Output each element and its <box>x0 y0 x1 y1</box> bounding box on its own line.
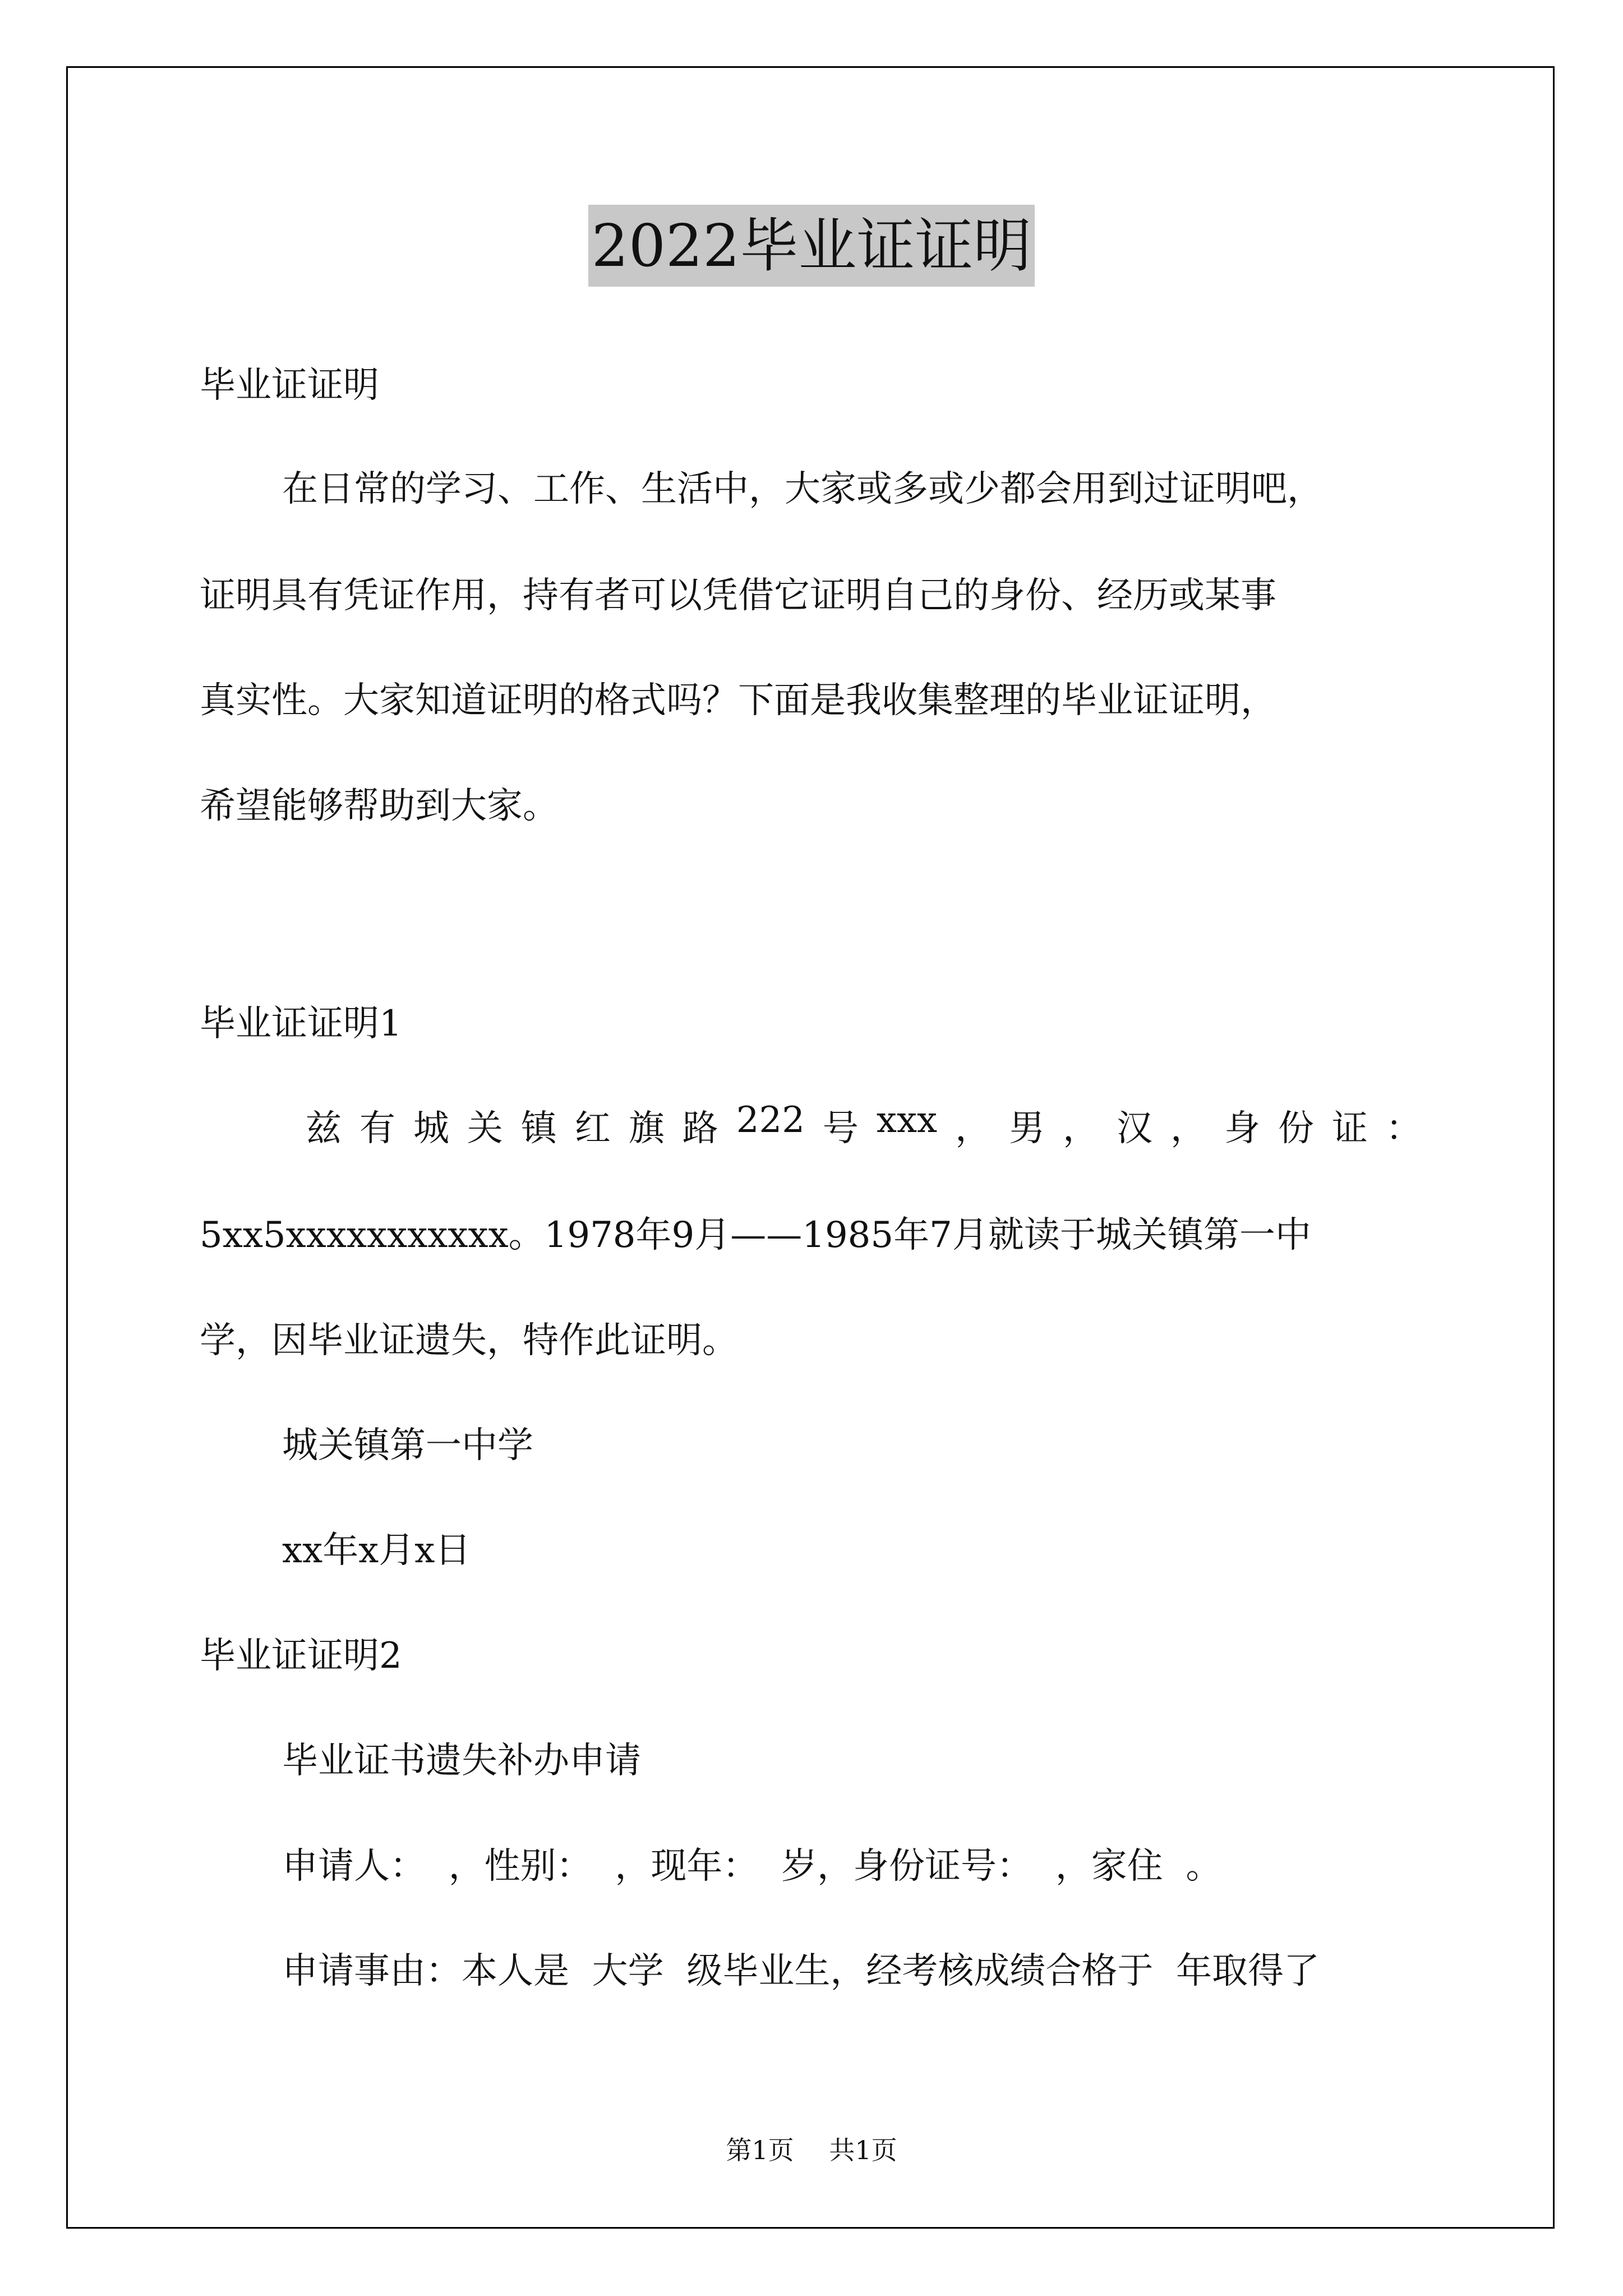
page-total: 共1页 <box>829 2135 897 2165</box>
section1-signer: 城关镇第一中学 <box>282 1425 533 1466</box>
section1-line-1-token: 镇 <box>520 1108 557 1149</box>
section1-line-1-token: 路 <box>682 1108 718 1149</box>
section1-line-1-token: ， <box>955 1108 992 1149</box>
title-container <box>0 205 1623 287</box>
section1-line-1-token: 兹 <box>306 1108 342 1149</box>
intro-line-1: 在日常的学习、工作、生活中，大家或多或少都会用到过证明吧， <box>282 468 1323 510</box>
section2-reason-line: 申请事由：本人是 大学 级毕业生，经考核成绩合格于 年取得了 <box>282 1950 1320 1992</box>
intro-line-4: 希望能够帮助到大家。 <box>200 785 559 827</box>
section2-heading: 毕业证证明2 <box>200 1635 402 1677</box>
page-footer <box>0 2130 1623 2167</box>
section1-line-1-token: 汉 <box>1117 1108 1152 1149</box>
document-title: 2022毕业证证明 <box>588 205 1035 287</box>
section1-line-2: 5xx5xxxxxxxxxxx。1978年9月——1985年7月就读于城关镇第一中 <box>200 1214 1311 1256</box>
section1-line-1-token: 证 <box>1331 1108 1368 1149</box>
section1-line-1-token: 男 <box>1009 1108 1045 1149</box>
section1-line-1-token: 身 <box>1224 1108 1260 1149</box>
section1-line-1-token: 份 <box>1278 1108 1314 1149</box>
page-number: 第1页 <box>726 2135 794 2165</box>
section1-line-1-token: ， <box>1170 1108 1206 1149</box>
section2-applicant-line: 申请人： ，性别： ，现年： 岁，身份证号： ，家住 。 <box>282 1846 1222 1887</box>
section1-line-1-token: xxx <box>876 1099 938 1141</box>
section-heading: 毕业证证明 <box>200 365 379 406</box>
section1-heading: 毕业证证明1 <box>200 1003 402 1045</box>
section1-line-1-token: ： <box>1385 1108 1422 1149</box>
intro-line-2: 证明具有凭证作用，持有者可以凭借它证明自己的身份、经历或某事 <box>200 575 1276 616</box>
section1-date: xx年x月x日 <box>282 1530 471 1571</box>
section1-line-1 <box>306 1099 1422 1151</box>
intro-line-3: 真实性。大家知道证明的格式吗？下面是我收集整理的毕业证证明， <box>200 680 1276 721</box>
section1-line-3: 学，因毕业证遗失，特作此证明。 <box>200 1320 738 1361</box>
section1-line-1-token: 红 <box>574 1108 611 1149</box>
section1-line-1-token: ， <box>1063 1108 1099 1149</box>
section1-line-1-token: 号 <box>822 1108 859 1149</box>
section1-line-1-token: 222 <box>736 1099 805 1141</box>
section1-line-1-token: 有 <box>359 1108 395 1149</box>
section1-line-1-token: 关 <box>467 1108 503 1149</box>
section1-line-1-token: 城 <box>413 1108 449 1149</box>
section1-line-1-token: 旗 <box>628 1108 665 1149</box>
section2-subtitle: 毕业证书遗失补办申请 <box>282 1740 641 1782</box>
